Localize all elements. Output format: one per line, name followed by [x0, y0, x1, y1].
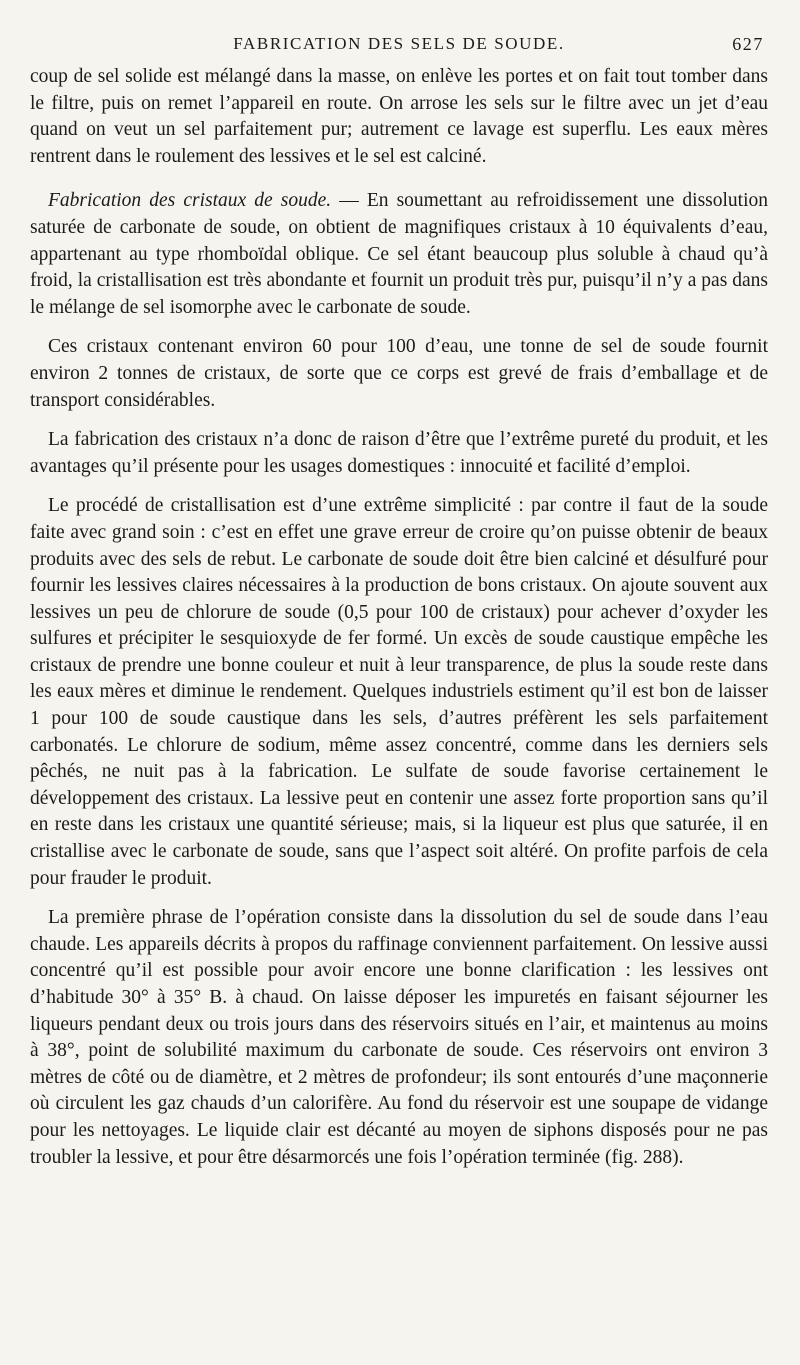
body-text [30, 64, 768, 1171]
paragraph-text: Ces cristaux contenant environ 60 pour 100 d’eau, une tonne de sel de soude fournit environ 2 tonnes de cristaux, de sorte que ce corps est grevé de frais d’emballage et de transport considérables. [30, 336, 768, 411]
running-head [30, 28, 768, 64]
section-heading: Fabrication des cristaux de soude. [48, 190, 332, 212]
running-title: FABRICATION DES SELS DE SOUDE. [233, 34, 565, 53]
section-paragraph-crystals [30, 188, 768, 321]
paragraph-text: coup de sel solide est mélangé dans la masse, on enlève les portes et on fait tout tomber dans le filtre, puis on remet l’appareil en route. On arrose les sels sur le filtre avec un jet d’eau quand on veut un sel parfaitement pur; autrement ce lavage est superflu. Les eaux mères rentrent dans le roulement des lessives et le sel est calciné. [30, 66, 768, 167]
paragraph-text: La fabrication des cristaux n’a donc de raison d’être que l’extrême pureté du produit, et les avantages qu’il présente pour les usages domestiques : innocuité et facilité d’emploi. [30, 429, 768, 477]
book-page [30, 28, 768, 1184]
paragraph [30, 493, 768, 892]
paragraph [30, 905, 768, 1171]
paragraph [30, 427, 768, 480]
paragraph-continuation [30, 64, 768, 170]
page-number: 627 [732, 34, 764, 54]
paragraph-text: Le procédé de cristallisation est d’une extrême simplicité : par contre il faut de la soude faite avec grand soin : c’est en effet une grave erreur de croire qu’on puisse obtenir de beaux produits avec des sels de rebut. Le carbonate de soude doit être bien calciné et désulfuré pour fournir les lessives claires nécessaires à la production de bons cristaux. On ajoute souvent aux lessives un peu de chlorure de soude (0,5 pour 100 de cristaux) pour achever d’oxyder les sulfures et précipiter le sesquioxyde de fer formé. Un excès de soude caustique empêche les cristaux de prendre une bonne couleur et nuit à leur transparence, de plus la soude reste dans les eaux mères et diminue le rendement. Quelques industriels estiment qu’il est bon de laisser 1 pour 100 de soude caustique dans les sels, d’autres préfèrent les sels parfaitement carbonatés. Le chlorure de sodium, même assez concentré, comme dans les derniers sels pêchés, ne nuit pas à la fabrication. Le sulfate de soude favorise certainement le développement des cristaux. La lessive peut en contenir une assez forte proportion sans qu’il en reste dans les cristaux une quantité sérieuse; mais, si la liqueur est plus que saturée, il en cristallise avec le carbonate de soude, sans que l’aspect soit altéré. On profite parfois de cela pour frauder le produit. [30, 495, 768, 889]
paragraph-text: La première phrase de l’opération consiste dans la dissolution du sel de soude dans l’eau chaude. Les appareils décrits à propos du raffinage conviennent parfaitement. On lessive aussi concentré qu’il est possible pour avoir encore une bonne clarification : les lessives ont d’habitude 30° à 35° B. à chaud. On laisse déposer les impuretés en faisant séjourner les liqueurs pendant deux ou trois jours dans des réservoirs situés en l’air, et maintenus au moins à 38°, point de solubilité maximum du carbonate de soude. Ces réservoirs ont environ 3 mètres de côté ou de diamètre, et 2 mètres de profondeur; ils sont entourés d’une maçonnerie où circulent les gaz chauds d’un calorifère. Au fond du réservoir est une soupape de vidange pour les nettoyages. Le liquide clair est décanté au moyen de siphons disposés pour ne pas troubler la lessive, et pour être désarmorcés une fois l’opération terminée (fig. 288). [30, 907, 768, 1168]
paragraph [30, 334, 768, 414]
paragraph-text: — En soumettant au refroidissement une dissolution saturée de carbonate de soude, on obtient de magnifiques cristaux à 10 équivalents d’eau, appartenant au type rhomboïdal oblique. Ce sel étant beaucoup plus soluble à chaud qu’à froid, la cristallisation est très abondante et fournit un produit très pur, puisqu’il n’y a pas dans le mélange de sel isomorphe avec le carbonate de soude. [30, 190, 769, 318]
